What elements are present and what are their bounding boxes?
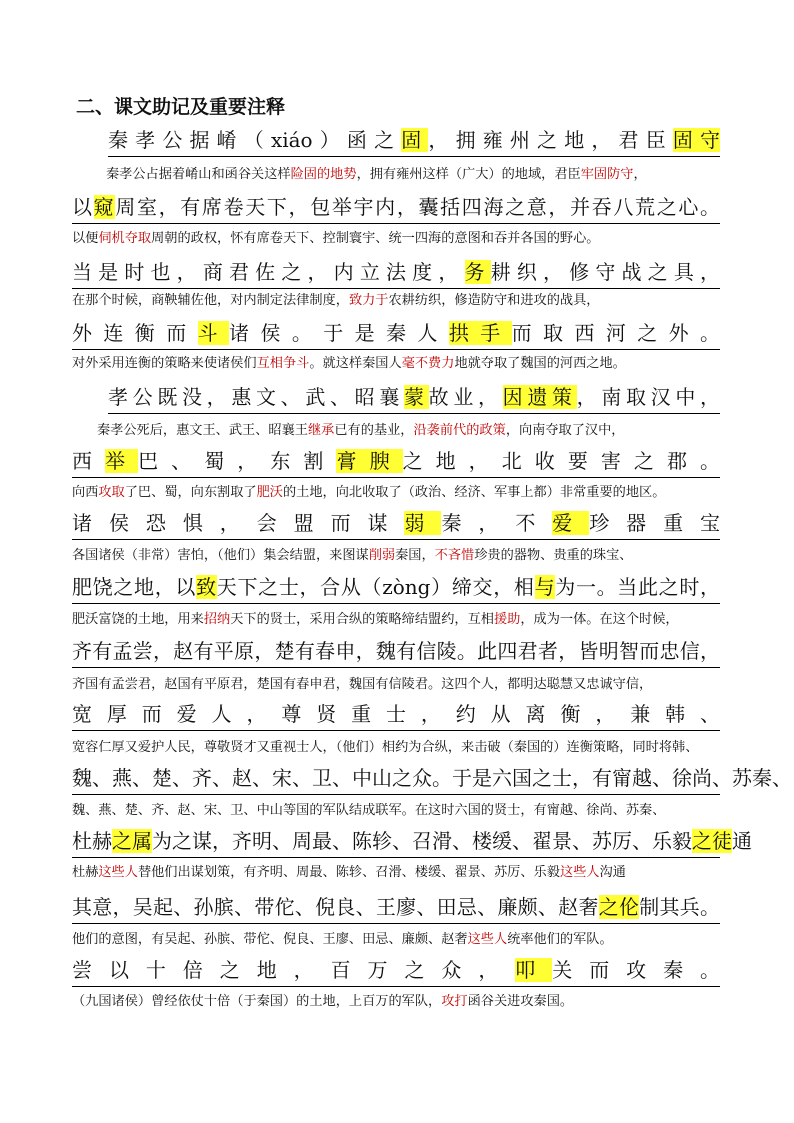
text-segment: 诸侯。于是秦人 bbox=[229, 321, 449, 345]
original-text-line bbox=[72, 508, 720, 540]
text-segment: 肥沃富饶的土地，用来 bbox=[72, 612, 204, 627]
translation-line bbox=[72, 863, 722, 883]
text-segment: 杜赫 bbox=[72, 829, 112, 853]
text-segment: 魏、燕、楚、齐、赵、宋、卫、中山等国的军队结成联军。在这时六国的贤士，有甯越、徐尚、苏秦、 bbox=[72, 803, 666, 818]
highlighted-word: 致 bbox=[196, 575, 217, 599]
annotated-term: 招纳 bbox=[203, 612, 231, 627]
text-segment: 宽厚而爱人，尊贤重士，约从离衡，兼韩、 bbox=[72, 702, 720, 726]
highlighted-word: 拱手 bbox=[448, 321, 512, 345]
highlighted-word: 之属 bbox=[112, 829, 152, 853]
text-segment: 巴、蜀，东割 bbox=[138, 449, 337, 473]
text-segment: 珍贵的器物、贵重的珠宝、 bbox=[474, 548, 633, 563]
text-segment: 之地，北收要害之郡。 bbox=[402, 449, 721, 473]
text-segment: 沟通 bbox=[599, 865, 626, 880]
annotated-term: 致力于 bbox=[348, 293, 389, 308]
text-segment: 农耕纺织，修造防守和进攻的战具， bbox=[388, 293, 600, 308]
text-segment: 的土地，向北收取了（政治、经济、军事上都）非常重要的地区。 bbox=[283, 485, 666, 500]
text-segment: 齐有孟尝，赵有平原，楚有春申，魏有信陵。此四君者，皆明智而忠信， bbox=[72, 639, 720, 663]
text-segment: 了巴、蜀，向东割取了 bbox=[124, 485, 257, 500]
annotated-term: 互相争斗 bbox=[256, 356, 310, 371]
text-segment: 其意，吴起、孙膑、带佗、倪良、王廖、田忌、廉颇、赵奢 bbox=[72, 895, 599, 919]
text-segment: 外连衡而 bbox=[72, 321, 198, 345]
text-segment: 耕织，修守战之具， bbox=[490, 260, 721, 284]
text-segment: 对外采用连衡的策略来使诸侯们 bbox=[72, 356, 257, 371]
text-segment: 天下的贤士，采用合纵的策略缔结盟约，互相 bbox=[230, 612, 494, 627]
text-segment: ，拥雍州之地，君臣 bbox=[428, 128, 673, 152]
highlighted-word: 之徒 bbox=[692, 829, 732, 853]
original-text-line bbox=[72, 699, 720, 731]
text-segment: 通 bbox=[732, 829, 752, 853]
text-segment: 当是时也，商君佐之，内立法度， bbox=[72, 260, 465, 284]
original-text-line bbox=[72, 892, 720, 924]
text-segment: 制其兵。 bbox=[639, 895, 721, 919]
text-segment: 。就这样秦国人 bbox=[309, 356, 402, 371]
text-segment: 函谷关进攻秦国。 bbox=[467, 994, 574, 1009]
annotated-term: 伺机夺取 bbox=[98, 231, 152, 246]
annotated-term: 攻打 bbox=[441, 994, 468, 1009]
annotated-term: 毫不费力 bbox=[401, 356, 455, 371]
text-segment: 西 bbox=[72, 449, 106, 473]
translation-line bbox=[106, 165, 722, 185]
translation-line bbox=[72, 291, 722, 311]
annotated-term: 牢固防守 bbox=[580, 167, 634, 182]
annotated-term: 沿袭前代的政策 bbox=[413, 423, 506, 438]
highlighted-word: 蒙 bbox=[404, 385, 429, 409]
highlighted-word: 务 bbox=[464, 260, 491, 284]
text-segment: （九国诸侯）曾经依仗十倍（于秦国）的土地，上百万的军队， bbox=[72, 994, 442, 1009]
text-segment: ， bbox=[633, 167, 647, 182]
text-segment: ，向南夺取了汉中， bbox=[505, 423, 625, 438]
highlighted-word: 与 bbox=[534, 575, 556, 599]
text-segment: 以 bbox=[72, 195, 94, 219]
text-segment: 在那个时候，商鞅辅佐他，对内制定法律制度， bbox=[72, 293, 349, 308]
text-segment: 诸侯恐惧，会盟而谋 bbox=[72, 511, 405, 535]
text-segment: 周朝的政权，怀有席卷天下、控制寰宇、统一四海的意图和吞并各国的野心。 bbox=[151, 231, 600, 246]
highlighted-word: 举 bbox=[105, 449, 139, 473]
original-text-line bbox=[72, 763, 792, 795]
highlighted-word: 膏腴 bbox=[336, 449, 403, 473]
translation-line bbox=[72, 992, 722, 1012]
translation-line bbox=[72, 483, 722, 503]
section-heading: 二、课文助记及重要注释 bbox=[76, 96, 286, 118]
translation-line bbox=[72, 801, 722, 821]
annotated-term: 攻取 bbox=[98, 485, 125, 500]
original-text-line bbox=[72, 318, 720, 350]
original-text-line bbox=[72, 636, 720, 668]
text-segment: 地就夺取了魏国的河西之地。 bbox=[454, 356, 626, 371]
highlighted-word: 弱 bbox=[404, 511, 442, 535]
text-segment: 周室，有席卷天下，包举宇内，囊括四海之意，并吞八荒之心。 bbox=[115, 195, 721, 219]
text-segment: 秦孝公占据着崤山和函谷关这样 bbox=[106, 167, 291, 182]
text-segment: 为之谋，齐明、周最、陈轸、召滑、楼缓、翟景、苏厉、乐毅 bbox=[152, 829, 692, 853]
text-segment: 尝以十倍之地，百万之众， bbox=[72, 958, 516, 982]
highlighted-word: 固守 bbox=[672, 128, 721, 152]
text-segment: ，拥有雍州这样（广大）的地域，君臣 bbox=[356, 167, 581, 182]
text-segment: 宽容仁厚又爱护人民，尊敬贤才又重视士人，（他们）相约为合纵，来击破（秦国的）连衡策略，同时将韩、 bbox=[72, 740, 699, 755]
translation-line bbox=[72, 675, 722, 695]
highlighted-word: 固 bbox=[401, 128, 429, 152]
annotated-term: 险固的地势 bbox=[290, 167, 357, 182]
text-segment: 孝公既没，惠文、武、昭襄 bbox=[108, 385, 404, 409]
text-segment: 已有的基业， bbox=[334, 423, 414, 438]
text-segment: 珍器重宝 bbox=[589, 511, 721, 535]
text-segment: 替他们出谋划策，有齐明、周最、陈轸、召滑、楼缓、翟景、苏厉、乐毅 bbox=[137, 865, 560, 880]
original-text-line bbox=[72, 955, 720, 987]
text-segment: 向西 bbox=[72, 485, 99, 500]
text-segment: 统率他们的军队。 bbox=[507, 932, 613, 947]
translation-line bbox=[72, 738, 722, 758]
text-segment: 魏、燕、楚、齐、赵、宋、卫、中山之众。于是六国之士，有甯越、徐尚、苏秦、 bbox=[72, 766, 792, 790]
original-text-line bbox=[108, 382, 720, 414]
text-segment: 各国诸侯（非常）害怕，（他们）集会结盟，来图谋 bbox=[72, 548, 369, 563]
annotated-term: 不吝惜 bbox=[434, 548, 475, 563]
text-segment: 齐国有孟尝君，赵国有平原君，楚国有春申君，魏国有信陵君。这四个人，都明达聪慧又忠诚守信， bbox=[72, 677, 653, 692]
translation-line bbox=[72, 229, 722, 249]
text-segment: 秦孝公死后，惠文王、武王、昭襄王 bbox=[97, 423, 308, 438]
text-segment: 关而攻秦。 bbox=[552, 958, 721, 982]
text-segment: 肥饶之地，以 bbox=[72, 575, 197, 599]
original-text-line bbox=[72, 192, 720, 224]
translation-line bbox=[72, 930, 722, 950]
text-segment: 天下之士，合从（zòng）缔交，相 bbox=[216, 575, 535, 599]
highlighted-word: 因遗策 bbox=[502, 385, 577, 409]
original-text-line bbox=[108, 125, 720, 157]
translation-line bbox=[72, 546, 722, 566]
text-segment: 以便 bbox=[72, 231, 99, 246]
text-segment: ，南取汉中， bbox=[576, 385, 721, 409]
text-segment: 他们的意图，有吴起、孙膑、带佗、倪良、王廖、田忌、廉颇、赵奢 bbox=[72, 932, 468, 947]
translation-line bbox=[97, 421, 722, 441]
annotated-term: 继承 bbox=[308, 423, 335, 438]
annotated-term: 这些人 bbox=[559, 865, 600, 880]
text-segment: 为一。当此之时， bbox=[555, 575, 721, 599]
annotated-term: 援助 bbox=[494, 612, 521, 627]
annotated-term: 这些人 bbox=[467, 932, 508, 947]
text-segment: 秦孝公据崤（xiáo）函之 bbox=[108, 128, 402, 152]
annotated-term: 削弱 bbox=[368, 548, 396, 563]
text-segment: 秦，不 bbox=[441, 511, 553, 535]
translation-line bbox=[72, 610, 722, 630]
annotated-term: 肥沃 bbox=[256, 485, 283, 500]
highlighted-word: 窥 bbox=[93, 195, 116, 219]
original-text-line bbox=[72, 826, 752, 858]
highlighted-word: 叩 bbox=[515, 958, 553, 982]
text-segment: 故业， bbox=[428, 385, 503, 409]
original-text-line bbox=[72, 572, 720, 604]
text-segment: 杜赫 bbox=[72, 865, 99, 880]
highlighted-word: 爱 bbox=[552, 511, 590, 535]
highlighted-word: 之伦 bbox=[598, 895, 640, 919]
text-segment: ，成为一体。在这个时候， bbox=[520, 612, 679, 627]
translation-line bbox=[72, 354, 722, 374]
annotated-term: 这些人 bbox=[98, 865, 138, 880]
highlighted-word: 斗 bbox=[197, 321, 230, 345]
text-segment: 而取西河之外。 bbox=[511, 321, 721, 345]
original-text-line bbox=[72, 446, 720, 478]
original-text-line bbox=[72, 257, 720, 289]
text-segment: 秦国， bbox=[395, 548, 435, 563]
